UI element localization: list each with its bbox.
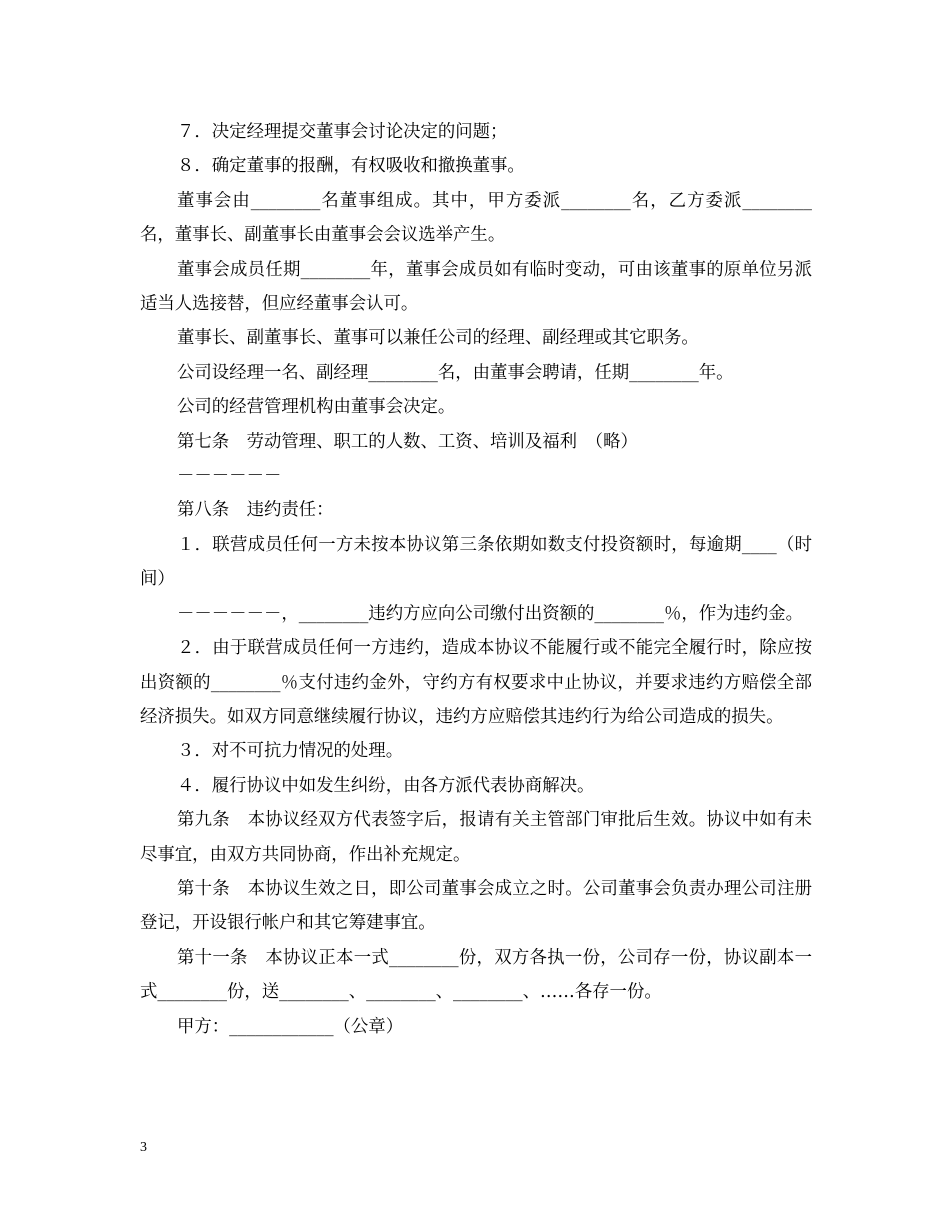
paragraph: 公司设经理一名、副经理________名，由董事会聘请，任期________年。 — [177, 362, 734, 383]
paragraph: 董事会由________名董事组成。其中，甲方委派________名，乙方委派________名，董事长、副董事长由董事会会议选举产生。 — [140, 190, 812, 246]
paragraph: －－－－－－，________违约方应向公司缴付出资额的________％，作为违约金。 — [177, 603, 804, 624]
paragraph: 第九条 本协议经双方代表签字后，报请有关主管部门审批后生效。协议中如有未尽事宜，由双方共同协商，作出补充规定。 — [140, 810, 812, 865]
paragraph: 第七条 劳动管理、职工的人数、工资、培训及福利 （略） — [177, 431, 638, 452]
paragraph: ４．履行协议中如发生纠纷，由各方派代表协商解决。 — [177, 775, 595, 796]
paragraph: 第十条 本协议生效之日，即公司董事会成立之时。公司董事会负责办理公司注册登记，开设银行帐户和其它筹建事宜。 — [140, 878, 812, 934]
paragraph: 第八条 违约责任： — [177, 500, 334, 521]
paragraph: －－－－－－ — [177, 466, 282, 487]
paragraph: ７．决定经理提交董事会讨论决定的问题； — [177, 122, 508, 142]
paragraph: 公司的经营管理机构由董事会决定。 — [177, 397, 456, 418]
page-number: 3 — [140, 1140, 147, 1155]
document-page — [140, 115, 812, 1044]
paragraph: １．联营成员任何一方未按本协议第三条依期如数支付投资额时，每逾期____（时间） — [140, 534, 812, 590]
paragraph: 第十一条 本协议正本一式________份，双方各执一份，公司存一份，协议副本一式________份，送________、________、________、……各存一份。 — [140, 947, 812, 1003]
paragraph: 甲方：____________（公章） — [177, 1016, 404, 1037]
paragraph: 董事长、副董事长、董事可以兼任公司的经理、副经理或其它职务。 — [177, 328, 699, 349]
paragraph: ２．由于联营成员任何一方违约，造成本协议不能履行或不能完全履行时，除应按出资额的________％支付违约金外，守约方有权要求中止协议，并要求违约方赔偿全部经济损失。如双方同意继续履行协议，违约方应赔偿其违约行为给公司造成的损失。 — [140, 638, 812, 727]
paragraph: 董事会成员任期________年，董事会成员如有临时变动，可由该董事的原单位另派适当人选接替，但应经董事会认可。 — [140, 259, 812, 315]
paragraph: ３．对不可抗力情况的处理。 — [177, 741, 404, 762]
paragraph: ８．确定董事的报酬，有权吸收和撤换董事。 — [177, 156, 525, 177]
